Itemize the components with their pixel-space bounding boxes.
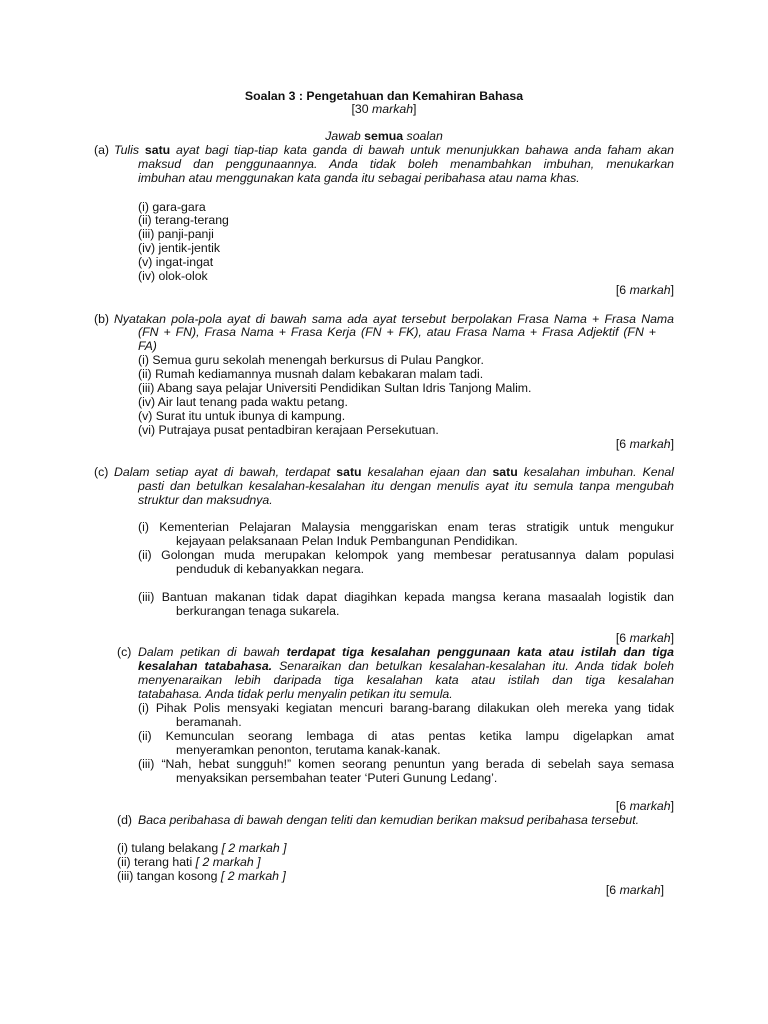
list-item: (iv) Air laut tenang pada waktu petang. xyxy=(138,395,348,409)
c2-item-2-line-1: (ii) Kemunculan seorang lembaga di atas pentas ketika lampu digelapkan amat xyxy=(138,729,674,743)
c2-marks-word: markah xyxy=(629,799,671,813)
section-c2-label: (c) xyxy=(117,645,132,659)
list-item: (v) ingat-ingat xyxy=(138,255,214,269)
c2-l1-emphasis: terdapat tiga kesalahan penggunaan kata atau istilah dan tiga xyxy=(286,645,674,659)
total-marks-close: ] xyxy=(413,102,417,116)
total-marks-open: [30 xyxy=(351,102,373,116)
section-c1-line-1 xyxy=(114,465,674,479)
section-c2-line-1 xyxy=(138,645,674,659)
list-item: (i) gara-gara xyxy=(138,200,206,214)
a-l1-part-1: Tulis xyxy=(114,143,145,157)
section-a-marks xyxy=(574,283,674,297)
instruction-part-2: soalan xyxy=(403,129,443,143)
list-item: (iv) jentik-jentik xyxy=(138,241,220,255)
section-c2-line-3: menyenaraikan lebih daripada tiga kesalahan kata atau istilah dan tiga kesalahan xyxy=(138,673,674,687)
c2-l2-part: Senaraikan dan betulkan kesalahan-kesalahan itu. Anda tidak boleh xyxy=(272,659,674,673)
section-c2-marks xyxy=(574,799,674,813)
list-item xyxy=(117,869,286,883)
total-marks xyxy=(0,102,768,116)
section-d-marks xyxy=(564,883,664,897)
list-item: (iv) olok-olok xyxy=(138,269,208,283)
d-item-1-text: (i) tulang belakang xyxy=(117,841,222,855)
c1-marks-open: [6 xyxy=(615,631,630,645)
list-item: (iii) panji-panji xyxy=(138,227,214,241)
list-item: (ii) terang-terang xyxy=(138,213,229,227)
a-marks-open: [6 xyxy=(615,283,630,297)
instruction-emphasis: semua xyxy=(364,129,404,143)
c1-item-1-line-1: (i) Kementerian Pelajaran Malaysia menggariskan enam teras stratigik untuk mengukur xyxy=(138,520,674,534)
c2-item-2-line-2: menyeramkan penonton, terutama kanak-kanak. xyxy=(176,743,441,757)
list-item: (ii) Rumah kediamannya musnah dalam kebakaran malam tadi. xyxy=(138,367,484,381)
instruction-part-1: Jawab xyxy=(325,129,365,143)
d-marks-open: [6 xyxy=(605,883,620,897)
section-b-marks xyxy=(574,437,674,451)
c1-item-3-line-2: berkurangan tenaga sukarela. xyxy=(176,604,340,618)
a-l1-emphasis: satu xyxy=(144,143,171,157)
page-title: Soalan 3 : Pengetahuan dan Kemahiran Bahasa xyxy=(244,89,524,103)
c1-item-2-line-2: penduduk di kebanyakkan negara. xyxy=(176,562,365,576)
section-c1-line-3: struktur dan maksudnya. xyxy=(138,493,273,507)
section-a-label: (a) xyxy=(94,143,110,157)
list-item: (i) Semua guru sekolah menengah berkursus di Pulau Pangkor. xyxy=(138,353,484,367)
d-marks-word: markah xyxy=(619,883,661,897)
section-b-line-2: (FN + FN), Frasa Nama + Frasa Kerja (FN + FK), atau Frasa Nama + Frasa Adjektif (FN + xyxy=(138,325,656,339)
section-b-line-1: Nyatakan pola-pola ayat di bawah sama ada ayat tersebut berpolakan Frasa Nama + Frasa Nama xyxy=(114,312,674,326)
list-item: (vi) Putrajaya pusat pentadbiran kerajaan Persekutuan. xyxy=(138,423,439,437)
section-c1-label: (c) xyxy=(94,465,109,479)
c1-marks-close: ] xyxy=(670,631,674,645)
section-c2-line-4: tatabahasa. Anda tidak perlu menyalin petikan itu semula. xyxy=(138,687,453,701)
d-item-1-marks: [ 2 markah ] xyxy=(221,841,287,855)
section-b-line-3: FA) xyxy=(138,339,157,353)
c1-l1-part-2: kesalahan ejaan dan xyxy=(361,465,493,479)
c2-l2-emphasis: kesalahan tatabahasa. xyxy=(138,659,273,673)
a-l1-part-2: ayat bagi tiap-tiap kata ganda di bawah untuk menunjukkan bahawa anda faham akan xyxy=(170,143,674,157)
c2-marks-open: [6 xyxy=(615,799,630,813)
list-item xyxy=(117,855,261,869)
c1-l1-emphasis-2: satu xyxy=(492,465,518,479)
c2-marks-close: ] xyxy=(670,799,674,813)
section-a-line-1 xyxy=(114,143,674,157)
c2-item-1-line-2: beramanah. xyxy=(176,715,242,729)
c1-item-3-line-1: (iii) Bantuan makanan tidak dapat diagihkan kepada mangsa kerana masaalah logistik dan xyxy=(138,590,674,604)
d-item-2-marks: [ 2 markah ] xyxy=(195,855,261,869)
section-a-line-3: imbuhan atau menggunakan kata ganda itu sebagai peribahasa atau nama khas. xyxy=(138,171,580,185)
c1-l1-emphasis-1: satu xyxy=(336,465,362,479)
d-item-3-text: (iii) tangan kosong xyxy=(117,869,221,883)
list-item: (v) Surat itu untuk ibunya di kampung. xyxy=(138,409,346,423)
list-item: (iii) Abang saya pelajar Universiti Pendidikan Sultan Idris Tanjong Malim. xyxy=(138,381,532,395)
b-marks-close: ] xyxy=(670,437,674,451)
c1-l1-part-3: kesalahan imbuhan. Kenal xyxy=(517,465,675,479)
c1-item-1-line-2: kejayaan pelaksanaan Pelan Induk Pembangunan Pendidikan. xyxy=(176,534,518,548)
total-marks-word: markah xyxy=(372,102,414,116)
section-a-line-2: maksud dan penggunaannya. Anda tidak boleh menambahkan imbuhan, menukarkan xyxy=(138,157,674,171)
d-item-2-text: (ii) terang hati xyxy=(117,855,196,869)
d-marks-close: ] xyxy=(660,883,664,897)
c2-item-1-line-1: (i) Pihak Polis mensyaki kegiatan mencuri barang-barang dilakukan oleh mereka yang tidak xyxy=(138,701,674,715)
c1-marks-word: markah xyxy=(629,631,671,645)
list-item xyxy=(117,841,287,855)
section-c1-line-2: pasti dan betulkan kesalahan-kesalahan itu dengan menulis ayat itu semula tanpa mengubah xyxy=(138,479,674,493)
section-d-line-1: Baca peribahasa di bawah dengan teliti dan kemudian berikan maksud peribahasa tersebut. xyxy=(138,813,640,827)
section-c2-line-2 xyxy=(138,659,674,673)
d-item-3-marks: [ 2 markah ] xyxy=(220,869,286,883)
instruction xyxy=(0,129,768,143)
b-marks-word: markah xyxy=(629,437,671,451)
c2-item-3-line-1: (iii) “Nah, hebat sungguh!” komen seorang penuntun yang berada di sebelah saya semasa xyxy=(138,757,674,771)
c2-l1-part-1: Dalam petikan di bawah xyxy=(138,645,287,659)
c2-item-3-line-2: menyaksikan persembahan teater ‘Puteri Gunung Ledang’. xyxy=(176,771,498,785)
section-b-label: (b) xyxy=(94,312,110,326)
section-c1-marks xyxy=(574,631,674,645)
a-marks-close: ] xyxy=(670,283,674,297)
a-marks-word: markah xyxy=(629,283,671,297)
b-marks-open: [6 xyxy=(615,437,630,451)
c1-item-2-line-1: (ii) Golongan muda merupakan kelompok yang membesar peratusannya dalam populasi xyxy=(138,548,674,562)
c1-l1-part-1: Dalam setiap ayat di bawah, terdapat xyxy=(114,465,337,479)
section-d-label: (d) xyxy=(117,813,133,827)
